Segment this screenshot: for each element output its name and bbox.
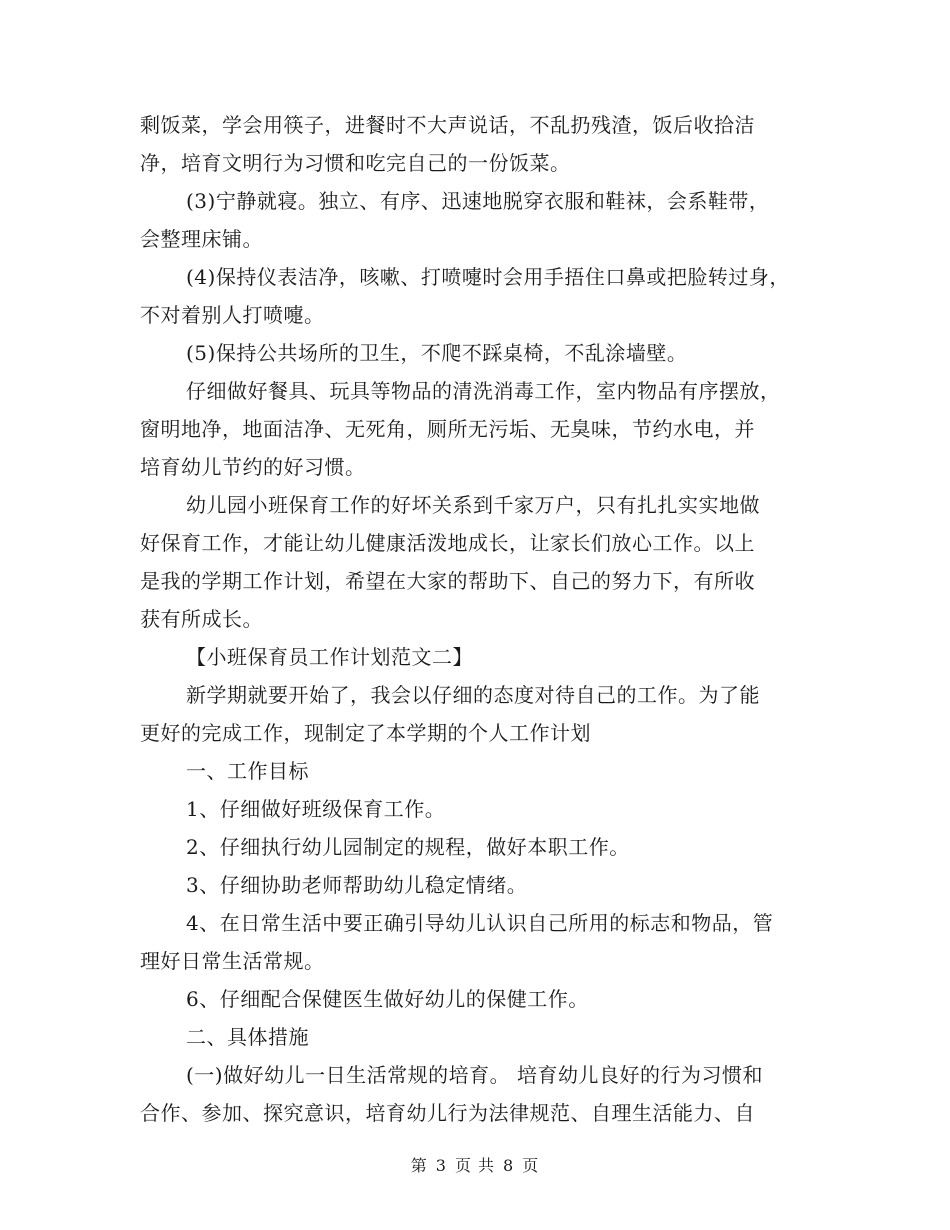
text-line-9: 窗明地净，地面洁净、无死角，厕所无污垢、无臭味，节约水电，并 bbox=[140, 417, 755, 441]
subheading-goals: 一、工作目标 bbox=[186, 759, 309, 783]
text-line-6: 不对着别人打喷嚏。 bbox=[140, 303, 325, 327]
section-heading: 【小班保育员工作计划范文二】 bbox=[186, 645, 473, 669]
text-line-13: 是我的学期工作计划，希望在大家的帮助下、自己的努力下，有所收 bbox=[140, 569, 755, 593]
footer-prefix: 第 bbox=[410, 1156, 428, 1175]
text-line-16: 新学期就要开始了，我会以仔细的态度对待自己的工作。为了能 bbox=[186, 683, 760, 707]
text-line-14: 获有所成长。 bbox=[140, 607, 263, 631]
text-line-4: 会整理床铺。 bbox=[140, 227, 263, 251]
text-line-8: 仔细做好餐具、玩具等物品的清洗消毒工作，室内物品有序摆放， bbox=[186, 379, 781, 403]
page-footer bbox=[0, 1155, 950, 1177]
footer-mid: 页 共 bbox=[454, 1156, 496, 1175]
text-line-2: 净，培育文明行为习惯和吃完自己的一份饭菜。 bbox=[140, 151, 571, 175]
text-line-27: 合作、参加、探究意识，培育幼儿行为法律规范、自理生活能力、自 bbox=[140, 1101, 755, 1125]
text-line-3: (3)宁静就寝。独立、有序、迅速地脱穿衣服和鞋袜，会系鞋带， bbox=[186, 189, 770, 213]
text-line-23: 理好日常生活常规。 bbox=[140, 949, 325, 973]
text-line-17: 更好的完成工作，现制定了本学期的个人工作计划 bbox=[140, 721, 591, 745]
text-line-7: (5)保持公共场所的卫生，不爬不踩桌椅，不乱涂墙壁。 bbox=[186, 341, 688, 365]
footer-suffix: 页 bbox=[522, 1156, 540, 1175]
text-line-11: 幼儿园小班保育工作的好坏关系到千家万户，只有扎扎实实地做 bbox=[186, 493, 760, 517]
text-line-12: 好保育工作，才能让幼儿健康活泼地成长，让家长们放心工作。以上 bbox=[140, 531, 755, 555]
text-line-10: 培育幼儿节约的好习惯。 bbox=[140, 455, 366, 479]
text-line-24: 6、仔细配合保健医生做好幼儿的保健工作。 bbox=[186, 987, 589, 1011]
text-line-22: 4、在日常生活中要正确引导幼儿认识自己所用的标志和物品，管 bbox=[186, 911, 774, 935]
footer-total-pages: 8 bbox=[503, 1156, 515, 1175]
text-line-26: (一)做好幼儿一日生活常规的培育。 培育幼儿良好的行为习惯和 bbox=[186, 1063, 763, 1087]
text-line-20: 2、仔细执行幼儿园制定的规程，做好本职工作。 bbox=[186, 835, 630, 859]
text-line-5: (4)保持仪表洁净，咳嗽、打喷嚏时会用手捂住口鼻或把脸转过身， bbox=[186, 265, 790, 289]
text-line-21: 3、仔细协助老师帮助幼儿稳定情绪。 bbox=[186, 873, 528, 897]
text-line-19: 1、仔细做好班级保育工作。 bbox=[186, 797, 446, 821]
footer-current-page: 3 bbox=[435, 1156, 447, 1175]
subheading-measures: 二、具体措施 bbox=[186, 1025, 309, 1049]
text-line-1: 剩饭菜，学会用筷子，进餐时不大声说话，不乱扔残渣，饭后收拾洁 bbox=[140, 113, 755, 137]
